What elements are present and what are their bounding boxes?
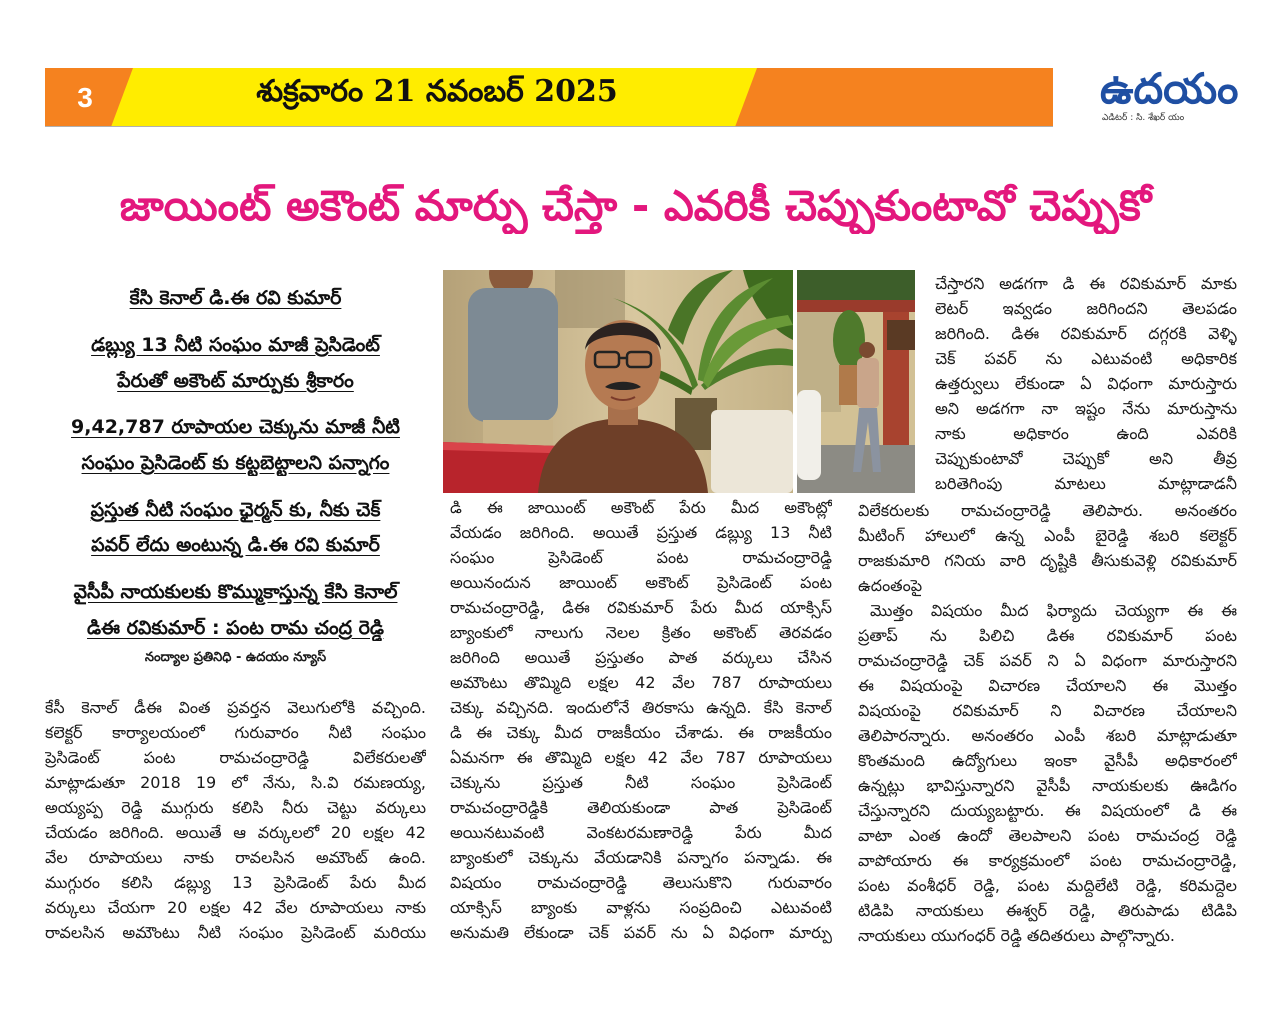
article-line: కేసీ కెనాల్ డీఈ వింత ప్రవర్తన వెలుగులోకి వచ్చింది. [45,698,426,717]
article-line: జరిగింది. డిఈ రవికుమార్ దగ్గరకి వెళ్ళి [935,324,1237,343]
article-line: చేయడం జరిగింది. అయితే ఆ వర్కులలో 20 లక్షల 42 [45,823,426,842]
article-line: చెక్ పవర్ ను ఎటువంటి అధికారిక [935,349,1237,368]
article-column-left [45,695,426,945]
logo-text: ఉదయం [1100,66,1239,113]
article-line: లెటర్ ఇవ్వడం జరిగిందని తెలపడం [935,299,1237,318]
deck-heading: వైసీపీ నాయకులకు కొమ్ముకాస్తున్న కేసి కెనాల్ [73,581,398,603]
main-headline: జాయింట్ అకౌంట్ మార్పు చేస్తా - ఎవరికీ చెప్పుకుంటావో చెప్పుకో [119,181,1152,230]
article-line: రాజకుమారి గనియ వారి దృష్టికి తీసుకువెళ్లి రవికుమార్ [858,551,1237,570]
deck-heading: డిఈ రవికుమార్ : పంట రామ చంద్ర రెడ్డి [87,617,384,639]
deck-heading: సంఘం ప్రెసిడెంట్ కు కట్టబెట్టాలని పన్నాగం [81,452,390,474]
article-line: పంట వంశీధర్ రెడ్డి, పంట మద్దిలేటి రెడ్డి, కరిమద్దెల [858,876,1237,895]
article-line: ఈ విషయంపై విచారణ చేయాలని ఈ మొత్తం [858,676,1237,695]
article-line: రామచంద్రారెడ్డికి తెలియకుండా పాత ప్రెసిడెంట్ [450,798,832,817]
article-line: కొంతమంది ఉద్యోగులు ఇంకా వైసీపీ అధికారంలో [858,751,1237,770]
article-line: సంఘం ప్రెసిడెంట్ పంట రామచంద్రారెడ్డి [450,548,832,567]
deck-heading: 9,42,787 రూపాయల చెక్కును మాజీ నీటి [71,416,400,438]
article-line: బరితెగింపు మాటలు మాట్లాడాడనీ [935,474,1237,493]
article-line: ఉన్నట్లు భావిస్తున్నారని వైసీపీ నాయకులకు ఊడిగం [858,776,1237,795]
article-line: యాక్సిస్ బ్యాంకు వాళ్లను సంప్రదించి ఎటువంటి [450,898,832,917]
deck-heading: పేరుతో అకౌంట్ మార్పుకు శ్రీకారం [117,370,354,392]
article-line: ఉత్తర్వులు లేకుండా ఏ విధంగా మారుస్తారు [935,374,1237,393]
photo-main [443,270,793,493]
issue-date: శుక్రవారం 21 నవంబర్ 2025 [256,74,618,109]
article-line: డి ఈ జాయింట్ అకౌంట్ పేరు మీద అకౌంట్లో [450,498,832,517]
article-line: బ్యాంకులో చెక్కును వేయడానికి పన్నాగం పన్నాడు. ఈ [450,848,832,867]
article-line: వర్కులు చేయగా 20 లక్షల 42 వేల రూపాయలు నాకు [45,898,426,917]
article-column-right [858,498,1237,948]
article-line: రావలసిన అమౌంటు నీటి సంఘం ప్రెసిడెంట్ మరియు [45,923,426,942]
header-rule [45,126,1053,127]
article-line: విలేకరులకు రామచంద్రారెడ్డి తెలిపారు. అనంతరం [858,501,1237,520]
article-line: నాకు అధికారం ఉంది ఎవరికి [935,424,1237,443]
photo-signboard [887,320,915,350]
article-line: విషయం రామచంద్రారెడ్డి తెలుసుకొని గురువారం [450,873,832,892]
article-line: ప్రతాప్ ను పిలిచి డిఈ రవికుమార్ పంట [858,626,1237,645]
article-line: అని అడగగా నా ఇష్టం నేను మారుస్తాను [935,399,1237,418]
article-line: తెలిపారన్నారు. అనంతరం ఎంపీ శబరి మాట్లాడుతూ [858,726,1237,745]
article-line: బ్యాంకులో నాలుగు నెలల క్రితం అకౌంట్ తెరవడం [450,623,832,642]
article-line: వేయడం జరిగింది. అయితే ప్రస్తుత డబ్ల్యు 13 నీటి [450,523,832,542]
photo-tree [797,270,915,300]
article-line: ఉదంతంపై [858,576,923,595]
article-line: చెక్కు వచ్చినది. ఇందులోనే తిరకాసు ఉన్నది. కేసి కెనాల్ [450,698,832,717]
article-line: అయ్యప్ప రెడ్డి ముగ్గురు కలిసి నీరు చెట్టు వర్కులు [45,798,426,817]
editor-line: ఎడిటర్ : సి. శేఖర్ యం [1102,113,1185,123]
article-line: నాయకులు యుగంధర్ రెడ్డి తదితరులు పాల్గొన్నారు. [858,926,1175,945]
article-line: చెక్కును ప్రస్తుత నీటి సంఘం ప్రెసిడెంట్ [450,773,832,792]
article-line: మీటింగ్ హాలులో ఉన్న ఎంపీ బైరెడ్డి శబరి కలెక్టర్ [858,526,1237,545]
photo-door [555,270,625,328]
photo-secondary [797,270,915,493]
article-line: ప్రెసిడెంట్ పంట రామచంద్రారెడ్డి విలేకరులతో [45,748,426,767]
article-line: అనుమతి లేకుండా చెక్ పవర్ ను ఏ విధంగా మార్పు [450,923,832,942]
article-line: వాపోయారు ఈ కార్యక్రమంలో పంట రామచంద్రారెడ్డి, [858,851,1237,870]
white-clad-person [797,390,821,480]
deck-heading: డబ్ల్యు 13 నీటి సంఘం మాజీ ప్రెసిడెంట్ [91,334,380,356]
deck-heading: ప్రస్తుత నీటి సంఘం ఛైర్మన్ కు, నీకు చెక్ [90,499,381,521]
deck-heading: పవర్ లేదు అంటున్న డి.ఈ రవి కుమార్ [91,534,380,556]
article-line: మొత్తం విషయం మీద ఫిర్యాదు చెయ్యగా ఈ ఈ [870,601,1237,620]
article-line: చేస్తున్నారని దుయ్యబట్టారు. ఈ విషయంలో డి ఈ [858,801,1237,820]
article-line: చేస్తారని అడగగా డి ఈ రవికుమార్ మాకు [935,274,1237,293]
article-column-right-top [935,271,1237,496]
article-line: రామచంద్రారెడ్డి చెక్ పవర్ ని ఏ విధంగా మారుస్తారని [858,651,1237,670]
article-line: కలెక్టర్ కార్యాలయంలో గురువారం నీటి సంఘం [45,723,426,742]
article-line: టిడిపి నాయకులు ఈశ్వర్ రెడ్డి, తిరుపాడు టిడిపి [858,901,1237,920]
article-line: రామచంద్రారెడ్డి, డిఈ రవికుమార్ పేరు మీద యాక్సిస్ [450,598,832,617]
article-column-middle [450,495,832,945]
article-line: అయినటువంటి వెంకటరమణారెడ్డి పేరు మీద [450,823,832,842]
article-line: డి ఈ చెక్కు మీద రాజకీయం చేశాడు. ఈ రాజకీయం [450,723,832,742]
article-line: అయినందున జాయింట్ అకౌంట్ ప్రెసిడెంట్ పంట [450,573,832,592]
article-line: అమౌంటు తొమ్మిది లక్షల 42 వేల 787 రూపాయలు [450,673,832,692]
deck-heading: కేసి కెనాల్ డి.ఈ రవి కుమార్ [129,287,342,309]
masthead-logo [1080,66,1271,126]
article-line: ఏమనగా ఈ తొమ్మిది లక్షల 42 వేల 787 రూపాయలు [450,748,832,767]
photo-roof-edge [797,300,915,312]
byline: నంద్యాల ప్రతినిధి - ఉదయం న్యూస్ [144,650,327,665]
chair [711,410,793,493]
article-line: వాటా ఎంత ఉందో తెలపాలని పంట రామచంద్ర రెడ్డి [858,826,1237,845]
article-line: జరిగింది అయితే ప్రస్తుతం పాత వర్కులు చేసిన [450,648,832,667]
article-line: చెప్పుకుంటావో చెప్పుకో అని తీవ్ర [935,449,1237,468]
article-line: ముగ్గురం కలిసి డబ్ల్యు 13 ప్రెసిడెంట్ పేరు మీద [45,873,426,892]
article-line: మాట్లాడుతూ 2018 19 లో నేను, సి.వి రమణయ్య, [45,773,426,792]
article-line: వేల రూపాయలు నాకు రావలసిన అమౌంట్ ఉంది. [45,848,426,867]
page-number: 3 [77,82,93,113]
article-line: విషయంపై రవికుమార్ ని విచారణ చేయాలని [858,701,1237,720]
